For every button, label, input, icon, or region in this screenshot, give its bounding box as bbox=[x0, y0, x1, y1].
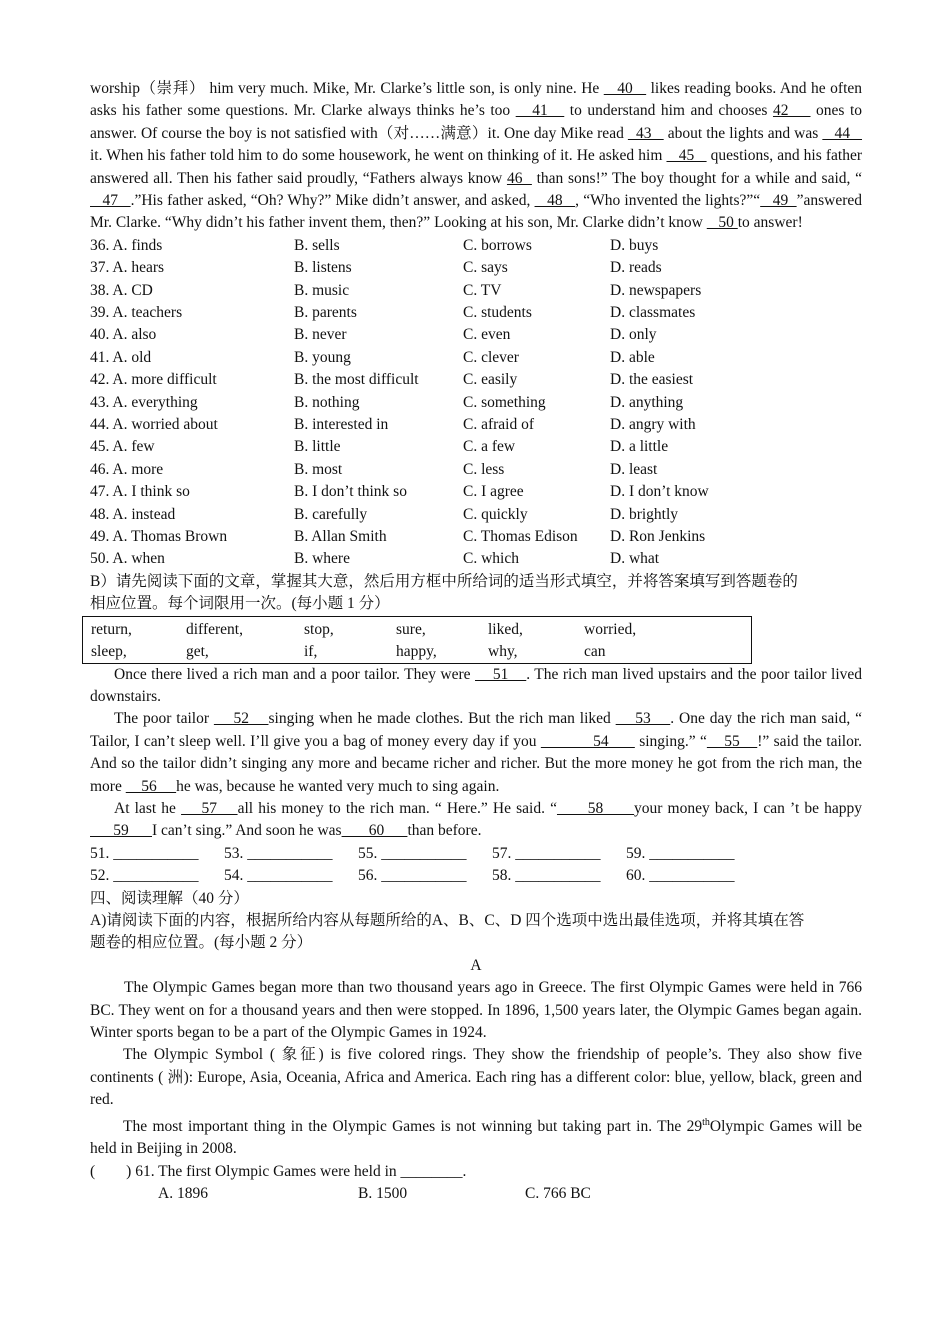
section-4-instruction-cont: 题卷的相应位置。(每小题 2 分） bbox=[90, 934, 313, 952]
option-choice: C. TV bbox=[463, 281, 502, 299]
option-choice: D. buys bbox=[610, 236, 659, 254]
word-box-word: different, bbox=[186, 620, 243, 638]
option-choice: C. even bbox=[463, 326, 511, 344]
answer-line: 53. ___________ bbox=[224, 844, 333, 862]
option-row bbox=[90, 436, 862, 458]
answer-blank: 54 bbox=[540, 732, 635, 750]
option-row bbox=[90, 459, 862, 481]
option-choice: D. anything bbox=[610, 393, 684, 411]
option-choice: C. borrows bbox=[463, 236, 532, 254]
reading-paragraph-2: The Olympic Symbol ( 象征) is five colored rings. They show the friendship of people’s. They also show five continents ( 洲): Europe, Asia, Oceania, Africa and America. Each ring has a different color: blue, yellow, black, green and red. bbox=[90, 1046, 862, 1109]
text-run: Once there lived a rich man and a poor tailor. They were bbox=[114, 665, 476, 683]
option-choice: 38. A. CD bbox=[90, 281, 153, 299]
text-run: your money back, I can ’t be happy bbox=[634, 799, 863, 817]
option-choice: D. only bbox=[610, 326, 657, 344]
cloze-options bbox=[90, 235, 862, 571]
option-choice: B. carefully bbox=[294, 505, 368, 523]
text-run: . The rich man lived upstairs and the poor tailor lived downstairs. bbox=[90, 665, 863, 705]
answer-line: 55. ___________ bbox=[358, 844, 467, 862]
answer-line: 59. ___________ bbox=[626, 844, 735, 862]
word-box-row bbox=[91, 619, 751, 641]
option-choice: D. least bbox=[610, 460, 658, 478]
word-box-word: if, bbox=[304, 642, 318, 660]
option-choice: 42. A. more difficult bbox=[90, 371, 217, 389]
answer-line: 52. ___________ bbox=[90, 867, 199, 885]
option-choice: B. music bbox=[294, 281, 350, 299]
answer-blank: 46 bbox=[506, 169, 532, 187]
text-run: The poor tailor bbox=[114, 710, 214, 728]
answer-line: 54. ___________ bbox=[224, 867, 333, 885]
text-run: likes reading books. And he often asks his father some questions. Mr. Clarke always thinks he’s too bbox=[90, 80, 862, 120]
option-choice: B. little bbox=[294, 438, 341, 456]
answer-blank: 60 bbox=[341, 822, 408, 840]
answer-blank: 48 bbox=[534, 192, 576, 210]
answer-blank: 44 bbox=[822, 124, 863, 142]
text-run: At last he bbox=[114, 799, 182, 817]
answer-blank: 59 bbox=[90, 822, 152, 840]
option-row bbox=[90, 392, 862, 414]
exam-page bbox=[90, 78, 862, 1205]
text-run: than before. bbox=[407, 822, 482, 840]
text-run: . One day the rich man said, “ Tailor, I can’t sleep well. I’ll give you a bag of money every day if you bbox=[90, 710, 862, 750]
section-b-paragraph bbox=[90, 664, 862, 709]
word-box bbox=[82, 616, 752, 664]
option-choice: D. brightly bbox=[610, 505, 679, 523]
text-run: to understand him and chooses bbox=[564, 102, 773, 120]
answer-blank: 58 bbox=[556, 799, 635, 817]
text-run: singing when he made clothes. But the rich man liked bbox=[268, 710, 616, 728]
answer-blank: 41 bbox=[515, 102, 565, 120]
answer-blank: 49 bbox=[760, 192, 797, 210]
word-box-word: sure, bbox=[396, 620, 426, 638]
option-choice: D. what bbox=[610, 550, 660, 568]
option-row bbox=[90, 280, 862, 302]
option-choice: 41. A. old bbox=[90, 348, 152, 366]
text-run: worship（崇拜） him very much. Mike, Mr. Clarke’s little son, is only nine. He bbox=[90, 80, 604, 97]
option-choice: D. able bbox=[610, 348, 655, 366]
answer-blank: 47 bbox=[90, 192, 131, 210]
text-run: questions, and his father answered all. Then his father said proudly, “Fathers always know bbox=[90, 147, 863, 187]
option-choice: 49. A. Thomas Brown bbox=[90, 527, 228, 545]
option-row bbox=[90, 257, 862, 279]
option-choice: 50. A. when bbox=[90, 550, 165, 568]
option-choice: B. where bbox=[294, 550, 350, 568]
option-choice: B. young bbox=[294, 348, 351, 366]
text-run: to answer! bbox=[737, 214, 803, 232]
option-choice: B. interested in bbox=[294, 415, 389, 433]
reading-paragraph-3-part1: The most important thing in the Olympic Games is not winning but taking part in. The 29 bbox=[123, 1117, 703, 1135]
option-choice: B. parents bbox=[294, 304, 357, 322]
option-choice: D. newspapers bbox=[610, 281, 702, 299]
option-choice: C. which bbox=[463, 550, 519, 568]
text-run: , “Who invented the lights?”“ bbox=[575, 192, 761, 210]
word-box-word: stop, bbox=[304, 620, 334, 638]
word-box-word: liked, bbox=[488, 620, 523, 638]
text-run: !” said the tailor. And so the tailor didn’t singing any more and became richer and richer. But the more money he got from the rich man, the more bbox=[90, 732, 863, 795]
answer-line: 58. ___________ bbox=[492, 867, 601, 885]
word-box-word: get, bbox=[186, 642, 209, 660]
answer-blank: 45 bbox=[666, 147, 707, 165]
option-choice: C. clever bbox=[463, 348, 519, 366]
section-b-paragraph bbox=[90, 708, 862, 798]
section-b-instruction-cont: 相应位置。每个词限用一次。(每小题 1 分） bbox=[90, 595, 390, 613]
answer-blanks bbox=[90, 843, 862, 888]
option-choice: C. quickly bbox=[463, 505, 528, 523]
option-choice: D. reads bbox=[610, 259, 662, 277]
option-choice: C. says bbox=[463, 259, 508, 277]
question-61-choice: A. 1896 bbox=[158, 1185, 208, 1203]
option-choice: 48. A. instead bbox=[90, 505, 176, 523]
word-box-word: happy, bbox=[396, 642, 437, 660]
answer-line: 56. ___________ bbox=[358, 867, 467, 885]
text-run: ”answered Mr. Clarke. “Why didn’t his father invent them, then?” Looking at his son, Mr. Clarke didn’t know bbox=[90, 192, 863, 232]
option-choice: D. classmates bbox=[610, 304, 696, 322]
text-run: singing.” “ bbox=[634, 732, 707, 750]
answer-blank-row bbox=[90, 865, 862, 887]
option-choice: C. afraid of bbox=[463, 415, 535, 433]
ordinal-suffix: th bbox=[702, 1116, 710, 1128]
answer-blank: 53 bbox=[615, 710, 671, 728]
answer-blank: 40 bbox=[603, 80, 647, 97]
answer-line: 60. ___________ bbox=[626, 867, 735, 885]
option-choice: 45. A. few bbox=[90, 438, 155, 456]
answer-blank: 50 bbox=[706, 214, 738, 232]
question-61-choice: C. 766 BC bbox=[525, 1185, 591, 1203]
option-row bbox=[90, 369, 862, 391]
section-b-paragraph bbox=[90, 798, 862, 843]
option-choice: 44. A. worried about bbox=[90, 415, 218, 433]
text-run: he was, because he wanted very much to sing again. bbox=[176, 777, 500, 795]
option-choice: B. most bbox=[294, 460, 343, 478]
answer-blank: 56 bbox=[125, 777, 177, 795]
option-choice: C. less bbox=[463, 460, 505, 478]
answer-blank: 42 bbox=[772, 102, 811, 120]
reading-paragraph-3 bbox=[90, 1112, 862, 1161]
option-choice: 39. A. teachers bbox=[90, 304, 183, 322]
answer-blank-row bbox=[90, 843, 862, 865]
word-box-word: return, bbox=[91, 620, 132, 638]
text-run: about the lights and was bbox=[663, 124, 823, 142]
section-b-passage bbox=[90, 664, 862, 843]
option-row bbox=[90, 235, 862, 257]
option-choice: D. the easiest bbox=[610, 371, 694, 389]
word-box-row bbox=[91, 641, 751, 663]
option-choice: 43. A. everything bbox=[90, 393, 198, 411]
answer-blank: 52 bbox=[213, 710, 269, 728]
option-choice: B. Allan Smith bbox=[294, 527, 387, 545]
option-row bbox=[90, 324, 862, 346]
word-box-word: worried, bbox=[584, 620, 637, 638]
word-box-word: sleep, bbox=[91, 642, 127, 660]
text-run: than sons!” The boy thought for a while and said, “ bbox=[531, 169, 862, 187]
option-choice: C. I agree bbox=[463, 483, 524, 501]
answer-blank: 43 bbox=[627, 124, 664, 142]
option-choice: C. something bbox=[463, 393, 546, 411]
question-61-choices bbox=[90, 1183, 862, 1205]
option-choice: 46. A. more bbox=[90, 460, 164, 478]
option-choice: B. never bbox=[294, 326, 347, 344]
text-run: ones to answer. Of course the boy is not satisfied with（对……满意）it. One day Mike read bbox=[90, 102, 863, 142]
question-61: ( ) 61. The first Olympic Games were held in ________. bbox=[90, 1162, 467, 1180]
section-4-instruction: A)请阅读下面的内容，根据所给内容从每题所给的A、B、C、D 四个选项中选出最佳选项，并将其填在答 bbox=[90, 911, 805, 929]
reading-paragraph-1: The Olympic Games began more than two thousand years ago in Greece. The first Olympic Games were held in 766 BC. They went on for a thousand years and then were stopped. In 1896, 1,500 years later, the Olympic Games began again. Winter sports began to be a part of the Olympic Games in 1924. bbox=[90, 979, 862, 1042]
option-row bbox=[90, 481, 862, 503]
option-choice: 36. A. finds bbox=[90, 236, 163, 254]
option-choice: 40. A. also bbox=[90, 326, 157, 344]
question-61-choice: B. 1500 bbox=[358, 1185, 408, 1203]
option-choice: D. Ron Jenkins bbox=[610, 527, 706, 545]
section-4-heading: 四、阅读理解（40 分） bbox=[90, 889, 249, 907]
word-box-word: why, bbox=[488, 642, 518, 660]
answer-blank: 57 bbox=[181, 799, 238, 817]
option-row bbox=[90, 414, 862, 436]
option-row bbox=[90, 548, 862, 570]
answer-line: 51. ___________ bbox=[90, 844, 199, 862]
option-row bbox=[90, 347, 862, 369]
text-run: I can’t sing.” And soon he was bbox=[152, 822, 342, 840]
option-choice: C. a few bbox=[463, 438, 516, 456]
option-choice: D. a little bbox=[610, 438, 669, 456]
answer-blank: 55 bbox=[706, 732, 758, 750]
option-choice: 47. A. I think so bbox=[90, 483, 190, 501]
text-run: it. When his father told him to do some housework, he went on thinking of it. He asked him bbox=[90, 147, 667, 165]
option-choice: D. angry with bbox=[610, 415, 696, 433]
reading-paragraph-3-part2: Olympic Games will be held in Beijing in 2008. bbox=[90, 1117, 863, 1158]
option-choice: B. nothing bbox=[294, 393, 360, 411]
option-row bbox=[90, 302, 862, 324]
option-choice: C. Thomas Edison bbox=[463, 527, 578, 545]
option-row bbox=[90, 526, 862, 548]
section-b-instruction: B）请先阅读下面的文章，掌握其大意，然后用方框中所给词的适当形式填空，并将答案填写到答题卷的 bbox=[90, 572, 798, 590]
option-choice: B. listens bbox=[294, 259, 352, 277]
option-choice: C. easily bbox=[463, 371, 518, 389]
option-row bbox=[90, 504, 862, 526]
option-choice: C. students bbox=[463, 304, 532, 322]
text-run: all his money to the rich man. “ Here.” He said. “ bbox=[237, 799, 557, 817]
answer-blank: 51 bbox=[475, 665, 527, 683]
option-choice: 37. A. hears bbox=[90, 259, 165, 277]
option-choice: B. I don’t think so bbox=[294, 483, 407, 501]
cloze-passage bbox=[90, 78, 862, 235]
passage-label: A bbox=[470, 956, 482, 974]
option-choice: B. the most difficult bbox=[294, 371, 419, 389]
answer-line: 57. ___________ bbox=[492, 844, 601, 862]
word-box-word: can bbox=[584, 642, 606, 660]
text-run: .”His father asked, “Oh? Why?” Mike didn’t answer, and asked, bbox=[130, 192, 535, 210]
option-choice: B. sells bbox=[294, 236, 340, 254]
option-choice: D. I don’t know bbox=[610, 483, 709, 501]
